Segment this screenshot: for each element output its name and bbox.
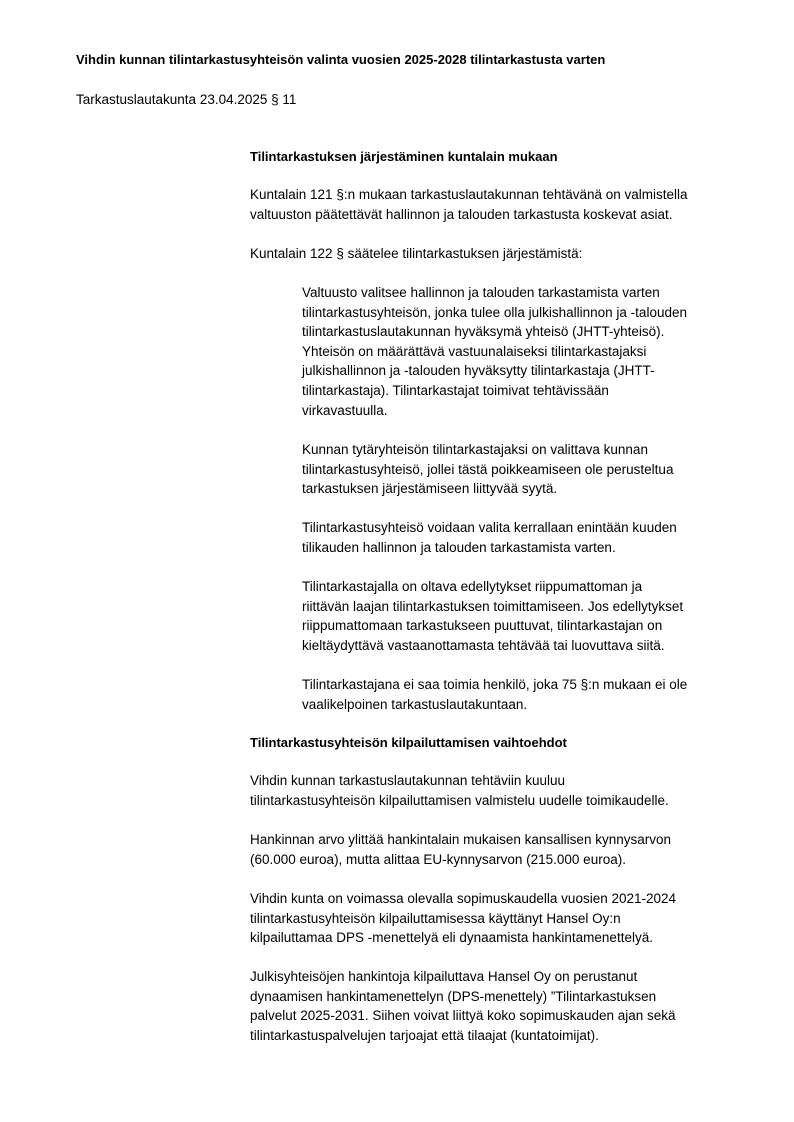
- text-line: Valtuusto valitsee hallinnon ja talouden tarkastamista varten: [302, 285, 660, 300]
- text-line: tilintarkastusyhteisön kilpailuttamisessa käyttänyt Hansel Oy:n: [250, 910, 621, 926]
- text-line: kilpailuttamaa DPS -menettelyä eli dynaamista hankintamenettelyä.: [250, 930, 653, 946]
- text-line: tilintarkastusyhteisö, jollei tästä poikkeamiseen ole perusteltua: [302, 461, 674, 477]
- text-line: Tilintarkastusyhteisö voidaan valita kerrallaan enintään kuuden: [302, 520, 677, 535]
- text-line: Vihdin kunta on voimassa olevalla sopimuskaudella vuosien 2021-2024: [250, 891, 677, 906]
- text-line: kieltäydyttävä vastaanottamasta tehtävää tai luovuttava siitä.: [302, 637, 665, 653]
- text-line: tilintarkastaja). Tilintarkastajat toimivat tehtävissään: [302, 382, 609, 398]
- paragraph-kuntalaki-121: [250, 185, 750, 224]
- paragraph-hansel: [250, 967, 750, 1045]
- text-line: Tilintarkastajalla on oltava edellytykset riippumattoman ja: [302, 579, 643, 594]
- text-line: vaalikelpoinen tarkastuslautakuntaan.: [302, 696, 528, 712]
- text-line: Tilintarkastajana ei saa toimia henkilö, joka 75 §:n mukaan ei ole: [302, 677, 688, 692]
- text-line: Yhteisön on määrättävä vastuunalaiseksi tilintarkastajaksi: [302, 343, 647, 359]
- text-line: Kuntalain 122 § säätelee tilintarkastuksen järjestämistä:: [250, 246, 583, 261]
- document-title: Vihdin kunnan tilintarkastusyhteisön valinta vuosien 2025-2028 tilintarkastusta varten: [76, 52, 606, 67]
- text-line: tilikauden hallinnon ja talouden tarkastamista varten.: [302, 539, 616, 555]
- paragraph-hankinnan-arvo: [250, 830, 750, 869]
- quote-paragraph-1: [302, 283, 742, 420]
- text-line: dynaamisen hankintamenettelyn (DPS-menettely) ”Tilintarkastuksen: [250, 988, 657, 1004]
- text-line: tilintarkastusyhteisön kilpailuttamisen valmistelu uudelle toimikaudelle.: [250, 792, 669, 808]
- text-line: tilintarkastuslautakunnan hyväksymä yhteisö (JHTT-yhteisö).: [302, 324, 665, 340]
- text-line: tarkastuksen järjestämiseen liittyvää syytä.: [302, 481, 558, 497]
- paragraph-kuntalaki-122: [250, 244, 750, 264]
- text-line: palvelut 2025-2031. Siihen voivat liittyä koko sopimuskauden ajan sekä: [250, 1008, 676, 1024]
- text-line: valtuuston päätettävät hallinnon ja talouden tarkastusta koskevat asiat.: [250, 206, 673, 222]
- text-line: riippumattomaan tarkastukseen puuttuvat, tilintarkastajan on: [302, 618, 663, 634]
- paragraph-sopimuskausi: [250, 889, 750, 948]
- text-line: Kuntalain 121 §:n mukaan tarkastuslautakunnan tehtävänä on valmistella: [250, 187, 688, 202]
- section-heading-kilpailutus: Tilintarkastusyhteisön kilpailuttamisen vaihtoehdot: [250, 735, 567, 750]
- text-line: (60.000 euroa), mutta alittaa EU-kynnysarvon (215.000 euroa).: [250, 851, 626, 867]
- text-line: riittävän laajan tilintarkastuksen toimittamiseen. Jos edellytykset: [302, 598, 684, 614]
- quote-paragraph-2: [302, 440, 742, 499]
- quote-paragraph-4: [302, 577, 742, 655]
- text-line: Julkisyhteisöjen hankintoja kilpailuttava Hansel Oy on perustanut: [250, 969, 638, 984]
- text-line: virkavastuulla.: [302, 402, 388, 418]
- meeting-reference: Tarkastuslautakunta 23.04.2025 § 11: [76, 92, 297, 107]
- text-line: Vihdin kunnan tarkastuslautakunnan tehtäviin kuuluu: [250, 773, 565, 788]
- text-line: tilintarkastusyhteisön, jonka tulee olla julkishallinnon ja -talouden: [302, 304, 687, 320]
- text-line: julkishallinnon ja -talouden hyväksytty tilintarkastaja (JHTT-: [302, 363, 655, 379]
- text-line: Kunnan tytäryhteisön tilintarkastajaksi on valittava kunnan: [302, 442, 648, 457]
- quote-paragraph-3: [302, 518, 742, 557]
- text-line: Hankinnan arvo ylittää hankintalain mukaisen kansallisen kynnysarvon: [250, 832, 671, 847]
- quote-paragraph-5: [302, 675, 742, 714]
- section-heading-kuntalaki: Tilintarkastuksen järjestäminen kuntalain mukaan: [250, 149, 558, 164]
- paragraph-tarkastuslautakunta: [250, 771, 750, 810]
- text-line: tilintarkastuspalvelujen tarjoajat että tilaajat (kuntatoimijat).: [250, 1027, 599, 1043]
